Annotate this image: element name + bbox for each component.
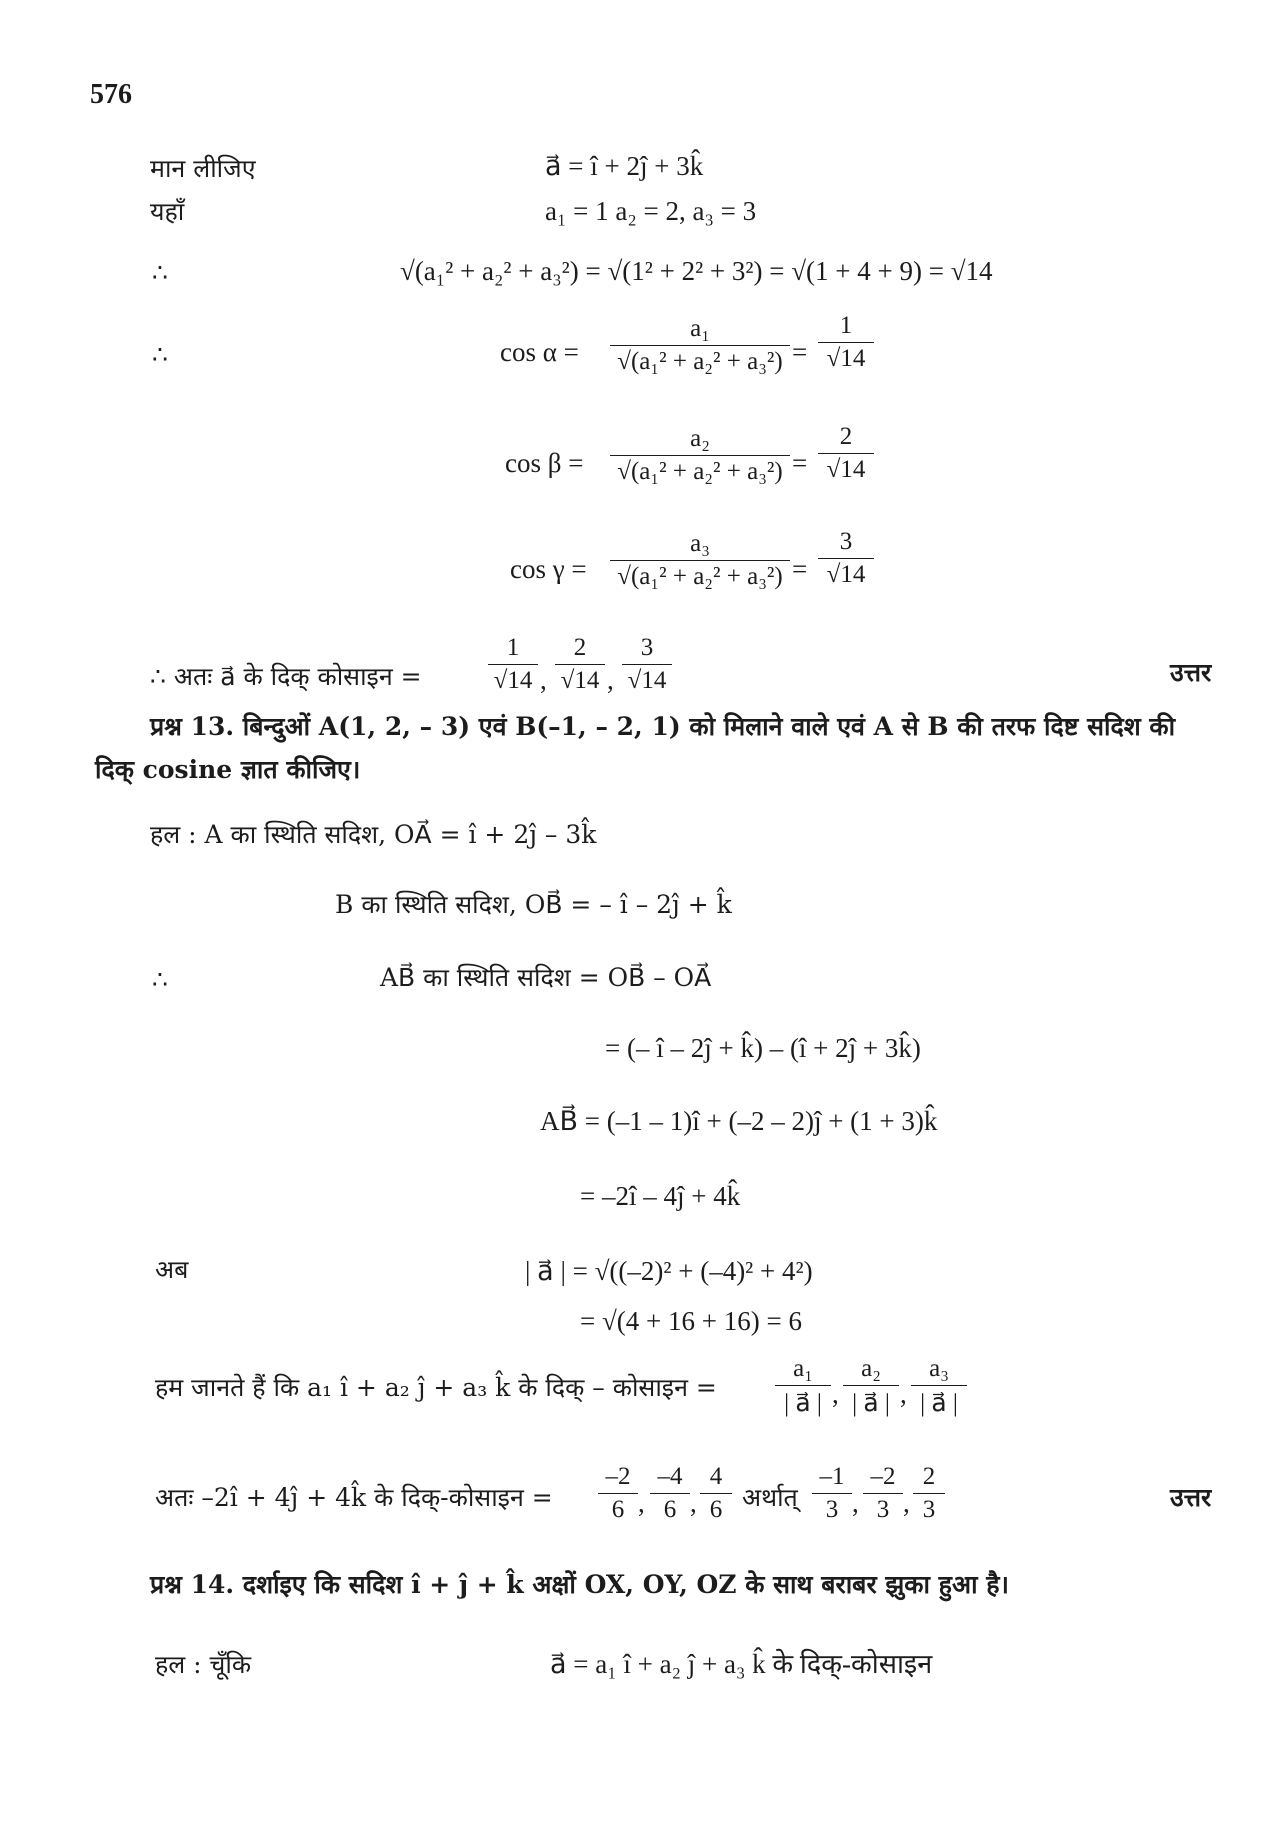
fraction-denominator: √14	[826, 561, 866, 588]
equals-sign: =	[792, 337, 808, 367]
fraction-numerator: –2	[605, 1463, 631, 1490]
solution-ob: B का स्थिति सदिश, OB⃗ = – î – 2ĵ + k̂	[335, 890, 732, 919]
fraction-denominator: | a⃗ |	[920, 1390, 958, 1417]
fraction-numerator: a₁	[793, 1355, 813, 1382]
fraction-numerator: –1	[819, 1463, 845, 1490]
page-number: 576	[90, 79, 132, 110]
vector-a-definition: a⃗ = î + 2ĵ + 3k̂	[545, 151, 704, 181]
fraction-denominator: 6	[709, 1496, 723, 1523]
final-fraction-2	[650, 1463, 690, 1524]
fraction-denominator: 6	[663, 1496, 677, 1523]
final-direction-cosines: अतः –2î + 4ĵ + 4k̂ के दिक्-कोसाइन =	[155, 1483, 553, 1512]
equals-sign: =	[792, 554, 808, 584]
final-fraction-1	[598, 1463, 638, 1524]
comma: ,	[852, 1488, 859, 1518]
fraction-denominator: √14	[826, 456, 866, 483]
equals-sign: =	[792, 448, 808, 478]
fraction-denominator: √14	[627, 667, 667, 694]
comma: ,	[540, 665, 547, 695]
fraction-numerator: –2	[870, 1463, 896, 1490]
fraction-denominator: 6	[611, 1496, 625, 1523]
question-13-line-2: दिक् cosine ज्ञात कीजिए।	[95, 755, 361, 784]
answer-label: उत्तर	[1170, 658, 1212, 687]
comma: ,	[638, 1488, 645, 1518]
magnitude-result: = √(4 + 16 + 16) = 6	[580, 1306, 802, 1336]
cos-alpha-label: cos α =	[500, 337, 579, 367]
here-label: यहाँ	[150, 197, 185, 226]
fraction-numerator: 4	[709, 1463, 723, 1490]
cos-alpha-value	[818, 312, 874, 373]
therefore-symbol-1: ∴	[152, 258, 168, 287]
magnitude-expression: | a⃗ | = √((–2)² + (–4)² + 4²)	[525, 1256, 813, 1286]
direction-cosines-result: ∴ अतः a⃗ के दिक् कोसाइन =	[150, 662, 422, 691]
let-label: मान लीजिए	[150, 154, 256, 183]
fraction-denominator: √(a₁² + a₂² + a₃²)	[617, 348, 783, 375]
solution-ab-step-3: AB⃗ = (–1 – 1)î + (–2 – 2)ĵ + (1 + 3)k̂	[540, 1106, 938, 1136]
comma: ,	[607, 665, 614, 695]
cos-alpha-fraction	[610, 315, 790, 376]
that-is-label: अर्थात्	[742, 1483, 798, 1512]
magnitude-line: √(a₁² + a₂² + a₃²) = √(1² + 2² + 3²) = √(1 + 4 + 9) = √14	[400, 256, 993, 286]
comma: ,	[832, 1379, 839, 1409]
fraction-numerator: a₂	[861, 1355, 881, 1382]
therefore-symbol-2: ∴	[152, 340, 168, 369]
fraction-numerator: 1	[506, 634, 520, 661]
fraction-numerator: 3	[839, 528, 853, 555]
fraction-numerator: 3	[640, 634, 654, 661]
comma: ,	[900, 1379, 907, 1409]
solution-14-label: हल : चूँकि	[155, 1650, 252, 1679]
comma: ,	[690, 1488, 697, 1518]
solution-14-math: a⃗ = a₁ î + a₂ ĵ + a₃ k̂ के दिक्-कोसाइन	[550, 1649, 933, 1679]
comma: ,	[903, 1488, 910, 1518]
question-14: प्रश्न 14. दर्शाइए कि सदिश î + ĵ + k̂ अक्षों OX, OY, OZ के साथ बराबर झुका हुआ है।	[150, 1570, 1009, 1599]
fraction-numerator: a₂	[690, 425, 710, 452]
fraction-denominator: √(a₁² + a₂² + a₃²)	[617, 458, 783, 485]
fraction-numerator: 2	[573, 634, 587, 661]
final-fraction-3	[700, 1463, 732, 1524]
known-fraction-1	[775, 1355, 831, 1418]
dc-fraction-1	[488, 634, 538, 695]
fraction-denominator: √(a₁² + a₂² + a₃²)	[617, 563, 783, 590]
cos-beta-label: cos β =	[505, 448, 584, 478]
fraction-numerator: –4	[657, 1463, 683, 1490]
solution-ab: AB⃗ का स्थिति सदिश = OB⃗ – OA⃗	[380, 963, 712, 992]
solution-oa: हल : A का स्थिति सदिश, OA⃗ = î + 2ĵ – 3k̂	[150, 820, 597, 849]
answer-label: उत्तर	[1170, 1483, 1212, 1512]
components-line: a₁ = 1 a₂ = 2, a₃ = 3	[545, 196, 757, 226]
known-formula: हम जानते हैं कि a₁ î + a₂ ĵ + a₃ k̂ के दिक् – कोसाइन =	[155, 1373, 717, 1402]
fraction-denominator: √14	[826, 345, 866, 372]
fraction-numerator: a₁	[690, 315, 710, 342]
cos-gamma-fraction	[610, 530, 790, 591]
known-fraction-2	[843, 1355, 899, 1418]
final-simplified-1	[812, 1463, 852, 1524]
dc-fraction-3	[622, 634, 672, 695]
known-fraction-3	[911, 1355, 967, 1418]
fraction-denominator: 3	[922, 1496, 936, 1523]
solution-ab-step-4: = –2î – 4ĵ + 4k̂	[580, 1181, 741, 1211]
cos-beta-fraction	[610, 425, 790, 486]
fraction-denominator: √14	[493, 667, 533, 694]
fraction-denominator: √14	[560, 667, 600, 694]
fraction-denominator: 3	[876, 1496, 890, 1523]
solution-ab-step-2: = (– î – 2ĵ + k̂) – (î + 2ĵ + 3k̂)	[605, 1033, 921, 1063]
fraction-numerator: 1	[839, 312, 853, 339]
therefore-symbol-3: ∴	[152, 965, 168, 994]
fraction-numerator: a₃	[690, 530, 710, 557]
fraction-numerator: 2	[922, 1463, 936, 1490]
fraction-denominator: | a⃗ |	[852, 1390, 890, 1417]
cos-gamma-value	[818, 528, 874, 589]
now-label: अब	[155, 1255, 189, 1284]
question-13-line-1: प्रश्न 13. बिन्दुओं A(1, 2, – 3) एवं B(–1, – 2, 1) को मिलाने वाले एवं A से B की तरफ दिष्ट सदिश की	[150, 712, 1176, 741]
fraction-numerator: a₃	[929, 1355, 949, 1382]
final-simplified-2	[863, 1463, 903, 1524]
final-simplified-3	[913, 1463, 945, 1524]
fraction-denominator: | a⃗ |	[784, 1390, 822, 1417]
cos-gamma-label: cos γ =	[510, 554, 587, 584]
fraction-numerator: 2	[839, 423, 853, 450]
cos-beta-value	[818, 423, 874, 484]
dc-fraction-2	[555, 634, 605, 695]
fraction-denominator: 3	[825, 1496, 839, 1523]
